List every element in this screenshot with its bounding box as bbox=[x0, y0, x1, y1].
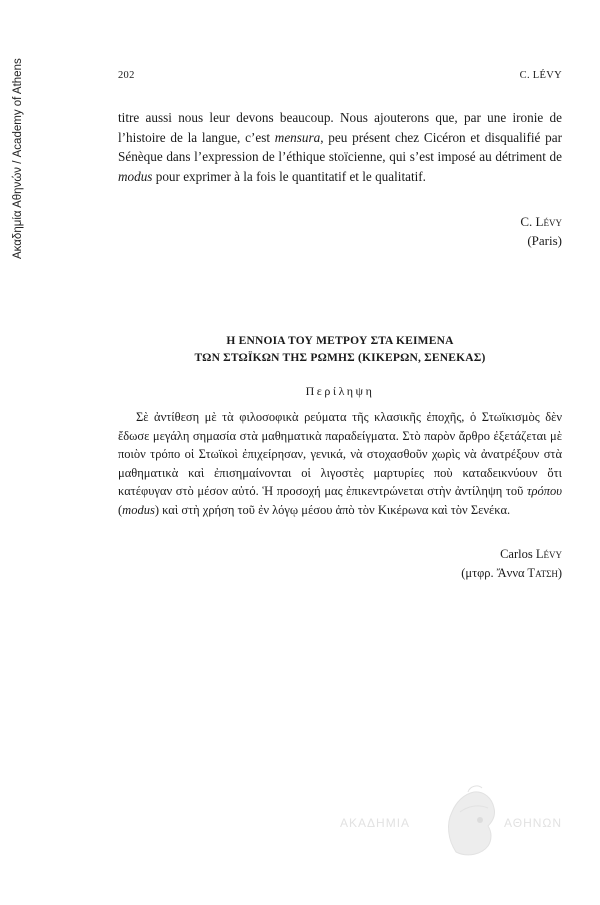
body-paragraph bbox=[118, 108, 562, 186]
summary-author-first: Carlos L bbox=[500, 547, 544, 561]
summary-text-b: ( bbox=[118, 502, 123, 517]
academy-watermark bbox=[340, 782, 563, 862]
running-title: C. LÉVY bbox=[519, 70, 562, 81]
body-text-b: , peu présent chez Cicéron et disqualifié par Sénèque dans l’expression de l’éthique stoïcienne, qui s’est imposé au détriment de bbox=[118, 129, 562, 165]
summary-author bbox=[461, 545, 562, 564]
running-head bbox=[118, 70, 562, 81]
summary-title bbox=[118, 333, 562, 367]
summary-paragraph bbox=[118, 408, 562, 520]
author-name-first: C. L bbox=[520, 214, 544, 229]
summary-text-a: Σὲ ἀντίθεση μὲ τὰ φιλοσοφικὰ ρεύματα τῆς κλασικῆς ἐποχῆς, ὁ Στωϊκισμὸς δὲν ἔδωσε μεγάλη σημασία στὰ μαθηματικὰ παραδείγματα. Στὸ παρὸν ἄρθρο ἐξετάζεται μὲ ποιὸν τρόπο οἱ Στωϊκοὶ ἐπιχείρησαν, γενικά, νὰ στοχασθοῦν χωρὶς νὰ ἀνατρέξουν στὰ μαθηματικὰ καὶ ἐπισημαίνονται οἱ λιγοστὲς μαρτυρίες ποὺ καταδεικνύουν ὅτι κατέφυγαν στὸ μέσον αὐτό. Ἡ προσοχή μας ἐπικεντρώνεται στὴν ἀντίληψη τοῦ bbox=[118, 410, 562, 499]
author-name bbox=[520, 212, 562, 231]
page-number: 202 bbox=[118, 70, 135, 81]
summary-subtitle: Περίληψη bbox=[305, 384, 375, 398]
archive-side-label bbox=[12, 44, 26, 259]
summary-signature bbox=[461, 545, 562, 583]
athena-head-emblem-icon bbox=[438, 782, 502, 862]
author-place: (Paris) bbox=[527, 233, 562, 248]
summary-text-c: ) καὶ στὴ χρήση τοῦ ἐν λόγῳ μέσου ἀπὸ τὸν Κικέρωνα καὶ τὸν Σενέκα. bbox=[154, 502, 511, 517]
translator-suffix: ) bbox=[557, 566, 562, 580]
summary-term-modus: modus bbox=[122, 502, 155, 517]
watermark-text-left: ΑΚΑΔΗΜΙΑ bbox=[340, 816, 411, 830]
translator-credit bbox=[461, 564, 562, 583]
body-text-c: pour exprimer à la fois le quantitatif et le qualitatif. bbox=[152, 168, 426, 184]
watermark-text-right: ΑΘΗΝΩΝ bbox=[504, 816, 563, 830]
author-name-sc: évy bbox=[543, 214, 562, 229]
body-term-modus: modus bbox=[118, 168, 153, 184]
summary-title-line2: ΤΩΝ ΣΤΩΪΚΩΝ ΤΗΣ ΡΩΜΗΣ (ΚΙΚΕΡΩΝ, ΣΕΝΕΚΑΣ) bbox=[194, 352, 486, 364]
summary-term-tropou: τρόπου bbox=[527, 484, 562, 499]
body-text-a: titre aussi nous leur devons beaucoup. Nous ajouterons que, par une ironie de l’histoire de la langue, c’est bbox=[118, 110, 562, 145]
translator-prefix: (μτφρ. Ἄννα Τ bbox=[461, 566, 536, 580]
archive-side-label-text: Ακαδημία Αθηνών / Academy of Athens bbox=[12, 58, 24, 259]
summary-title-line1: Η ΕΝΝΟΙΑ ΤΟΥ ΜΕΤΡΟΥ ΣΤΑ ΚΕΙΜΕΝΑ bbox=[226, 335, 454, 347]
summary-author-sc: évy bbox=[543, 547, 562, 561]
translator-sc: ατση bbox=[535, 566, 558, 580]
body-term-mensura: mensura bbox=[274, 129, 321, 145]
author-signature bbox=[520, 212, 562, 250]
